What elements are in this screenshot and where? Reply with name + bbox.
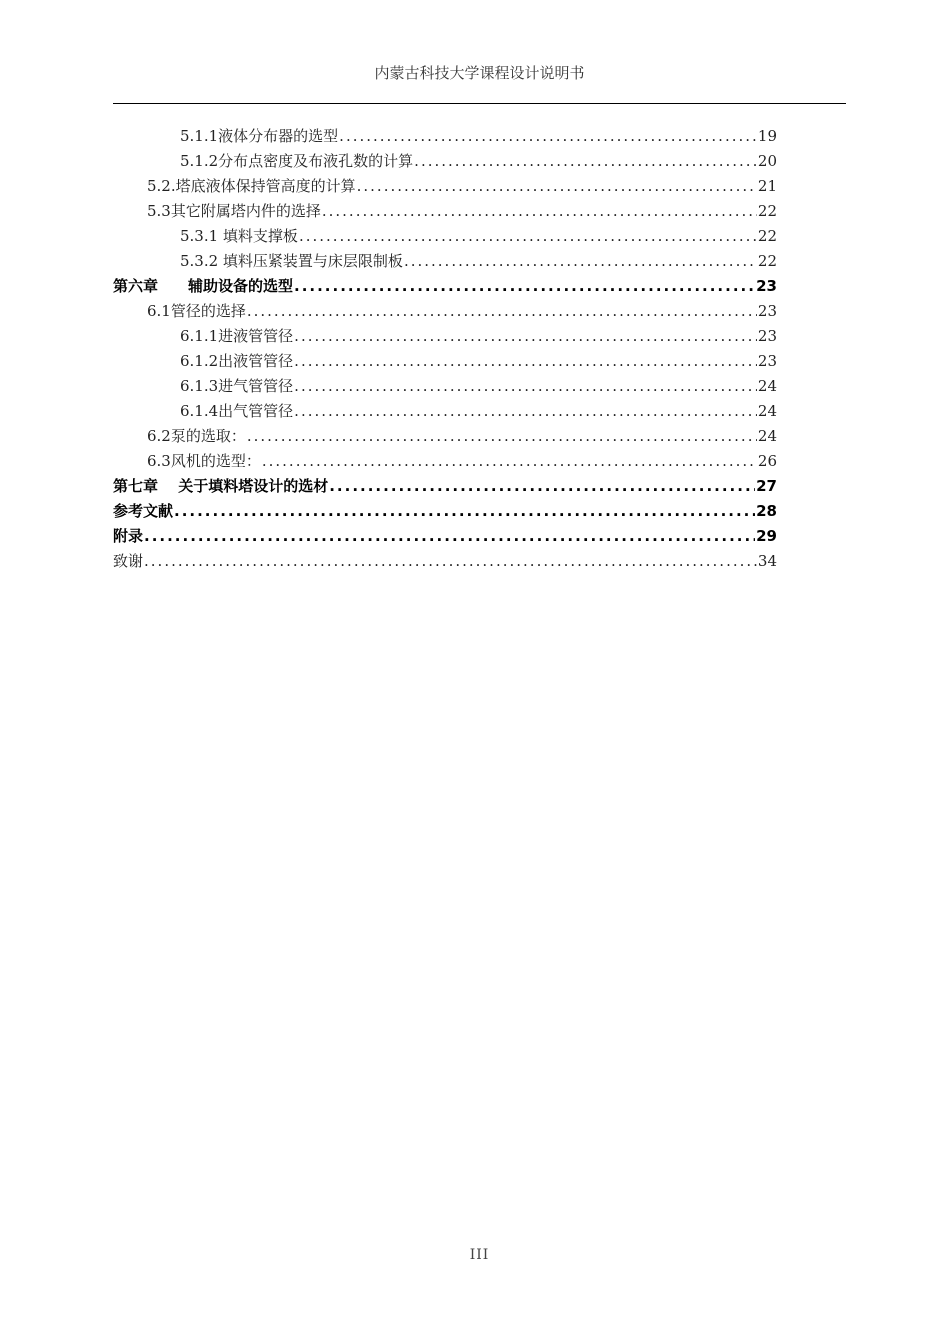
table-of-contents	[113, 124, 777, 574]
toc-entry[interactable]	[113, 299, 777, 324]
toc-entry-page: 24	[757, 377, 777, 395]
toc-leader-dots	[144, 549, 757, 574]
toc-entry-page: 28	[756, 502, 777, 520]
toc-entry[interactable]	[113, 149, 777, 174]
toc-leader-dots	[322, 199, 757, 224]
toc-leader-dots	[247, 299, 757, 324]
toc-entry-title: 6.1.2出液管管径	[180, 352, 294, 370]
toc-entry-title: 5.1.1液体分布器的选型	[180, 127, 339, 145]
toc-entry-title: 5.3.2 填料压紧装置与床层限制板	[180, 252, 403, 270]
toc-leader-dots	[357, 174, 757, 199]
toc-entry[interactable]	[113, 349, 777, 374]
toc-entry-page: 21	[757, 177, 777, 195]
toc-entry-page: 22	[757, 252, 777, 270]
toc-entry-title: 附录	[113, 527, 144, 545]
toc-entry[interactable]	[113, 249, 777, 274]
header-divider	[113, 103, 846, 104]
toc-entry-title: 参考文献	[113, 502, 174, 520]
toc-entry-title: 6.1.3进气管管径	[180, 377, 294, 395]
toc-leader-dots	[294, 324, 757, 349]
toc-leader-dots	[329, 474, 755, 499]
toc-entry[interactable]	[113, 324, 777, 349]
toc-entry-title: 5.3其它附属塔内件的选择	[147, 202, 321, 220]
toc-entry-page: 20	[757, 152, 777, 170]
toc-entry[interactable]	[113, 174, 777, 199]
toc-entry-title: 第七章 关于填料塔设计的选材	[113, 477, 329, 495]
toc-entry-page: 24	[757, 402, 777, 420]
toc-leader-dots	[144, 524, 755, 549]
toc-entry-title: 6.3风机的选型：	[147, 452, 261, 470]
toc-entry[interactable]	[113, 224, 777, 249]
toc-entry[interactable]	[113, 524, 777, 549]
toc-entry-page: 23	[757, 302, 777, 320]
toc-entry[interactable]	[113, 274, 777, 299]
page-header: 内蒙古科技大学课程设计说明书	[374, 64, 585, 82]
toc-entry[interactable]	[113, 399, 777, 424]
toc-entry-page: 34	[757, 552, 777, 570]
toc-entry-title: 6.2泵的选取：	[147, 427, 246, 445]
toc-entry-page: 23	[757, 352, 777, 370]
toc-entry[interactable]	[113, 449, 777, 474]
toc-entry[interactable]	[113, 374, 777, 399]
toc-entry[interactable]	[113, 499, 777, 524]
toc-entry[interactable]	[113, 424, 777, 449]
toc-entry-page: 19	[757, 127, 777, 145]
toc-leader-dots	[294, 349, 757, 374]
toc-entry[interactable]	[113, 199, 777, 224]
toc-entry[interactable]	[113, 549, 777, 574]
toc-entry-page: 22	[757, 227, 777, 245]
toc-leader-dots	[339, 124, 757, 149]
toc-entry-title: 致谢	[113, 552, 144, 570]
toc-leader-dots	[247, 424, 757, 449]
page-number: III	[469, 1247, 490, 1263]
toc-entry-title: 第六章 辅助设备的选型	[113, 277, 294, 295]
toc-entry-page: 22	[757, 202, 777, 220]
toc-leader-dots	[262, 449, 757, 474]
toc-entry-page: 26	[757, 452, 777, 470]
toc-entry[interactable]	[113, 474, 777, 499]
toc-leader-dots	[294, 399, 757, 424]
toc-leader-dots	[299, 224, 757, 249]
toc-leader-dots	[294, 274, 755, 299]
toc-entry-title: 5.3.1 填料支撑板	[180, 227, 298, 245]
toc-entry-page: 29	[756, 527, 777, 545]
toc-leader-dots	[414, 149, 757, 174]
toc-entry-page: 24	[757, 427, 777, 445]
toc-entry-title: 6.1管径的选择	[147, 302, 246, 320]
toc-entry-page: 23	[757, 327, 777, 345]
toc-leader-dots	[174, 499, 755, 524]
toc-leader-dots	[294, 374, 757, 399]
toc-entry-title: 6.1.1进液管管径	[180, 327, 294, 345]
toc-entry-page: 23	[756, 277, 777, 295]
toc-entry-page: 27	[756, 477, 777, 495]
toc-leader-dots	[404, 249, 757, 274]
toc-entry-title: 6.1.4出气管管径	[180, 402, 294, 420]
toc-entry[interactable]	[113, 124, 777, 149]
toc-entry-title: 5.2.塔底液体保持管高度的计算	[147, 177, 356, 195]
toc-entry-title: 5.1.2分布点密度及布液孔数的计算	[180, 152, 414, 170]
